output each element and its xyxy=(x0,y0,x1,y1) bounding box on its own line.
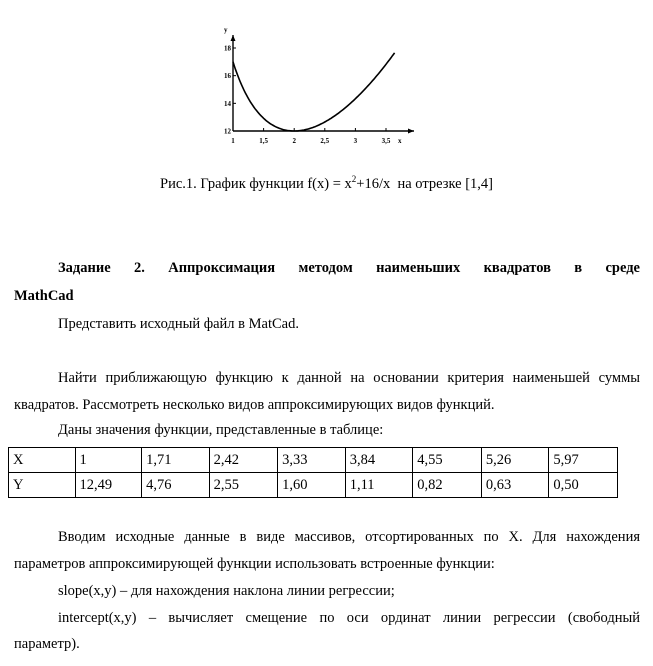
table-cell: 3,84 xyxy=(345,448,413,473)
figure-caption xyxy=(0,170,653,193)
function-graph xyxy=(0,0,653,160)
graph-axes xyxy=(224,26,414,145)
table-cell: 3,33 xyxy=(278,448,346,473)
paragraph-table-intro: Даны значения функции, представленные в таблице: xyxy=(58,422,384,438)
y-axis-label: y xyxy=(224,26,228,34)
table-cell-label: X xyxy=(9,448,76,473)
table-row xyxy=(9,473,618,498)
y-tick-label: 14 xyxy=(224,99,231,108)
y-tick-label: 16 xyxy=(224,72,231,81)
table-cell: 5,97 xyxy=(549,448,618,473)
table-cell: 0,82 xyxy=(413,473,482,498)
data-table xyxy=(8,447,618,498)
paragraph-slope: slope(x,y) – для нахождения наклона линии регрессии; xyxy=(58,583,395,599)
paragraph-find-function-line2: квадратов. Рассмотреть несколько видов аппроксимирующих видов функций. xyxy=(14,397,495,413)
table-cell: 2,55 xyxy=(209,473,278,498)
caption-suffix: +16/x на отрезке [1,4] xyxy=(356,175,493,192)
paragraph-find-function-line1: Найти приближающую функцию к данной на основании критерия наименьшей суммы xyxy=(58,370,640,386)
x-tick-label: 3 xyxy=(353,137,358,145)
table-cell: 0,50 xyxy=(549,473,618,498)
paragraph-input-data-line1: Вводим исходные данные в виде массивов, отсортированных по X. Для нахождения xyxy=(58,529,640,545)
task-heading-line1: Задание 2. Аппроксимация методом наименьших квадратов в среде xyxy=(58,260,640,276)
x-tick-label: 2,5 xyxy=(320,137,330,145)
table-cell: 1 xyxy=(75,448,142,473)
x-axis-label: x xyxy=(398,137,402,145)
x-tick-label: 1,5 xyxy=(259,137,268,145)
table-cell: 1,71 xyxy=(142,448,210,473)
paragraph-input-data-line2: параметров аппроксимирующей функции использовать встроенные функции: xyxy=(14,556,495,572)
task-heading-line2: MathCad xyxy=(14,288,74,304)
x-tick-label: 1 xyxy=(231,137,235,145)
table-cell: 2,42 xyxy=(209,448,278,473)
table-row xyxy=(9,448,618,473)
table-cell: 12,49 xyxy=(75,473,142,498)
y-tick-label: 18 xyxy=(224,44,231,53)
table-cell: 1,11 xyxy=(345,473,413,498)
x-tick-label: 3,5 xyxy=(381,137,391,145)
table-cell: 1,60 xyxy=(278,473,346,498)
caption-text: Рис.1. График функции f(x) = x xyxy=(160,175,352,192)
table-cell: 4,76 xyxy=(142,473,210,498)
table-cell-label: Y xyxy=(9,473,76,498)
caption-superscript: 2 xyxy=(351,174,357,184)
x-axis-arrow xyxy=(408,129,414,134)
y-tick-label: 12 xyxy=(224,127,231,136)
table-cell: 4,55 xyxy=(413,448,482,473)
table-cell: 0,63 xyxy=(481,473,549,498)
x-tick-label: 2 xyxy=(292,137,296,145)
paragraph-intercept-line2: параметр). xyxy=(14,636,80,652)
y-axis-arrow xyxy=(231,35,236,41)
paragraph-present-file: Представить исходный файл в MatCad. xyxy=(58,316,299,332)
function-curve xyxy=(233,53,395,131)
paragraph-intercept-line1: intercept(x,y) – вычисляет смещение по оси ординат линии регрессии (свободный xyxy=(58,610,640,626)
table-cell: 5,26 xyxy=(481,448,549,473)
